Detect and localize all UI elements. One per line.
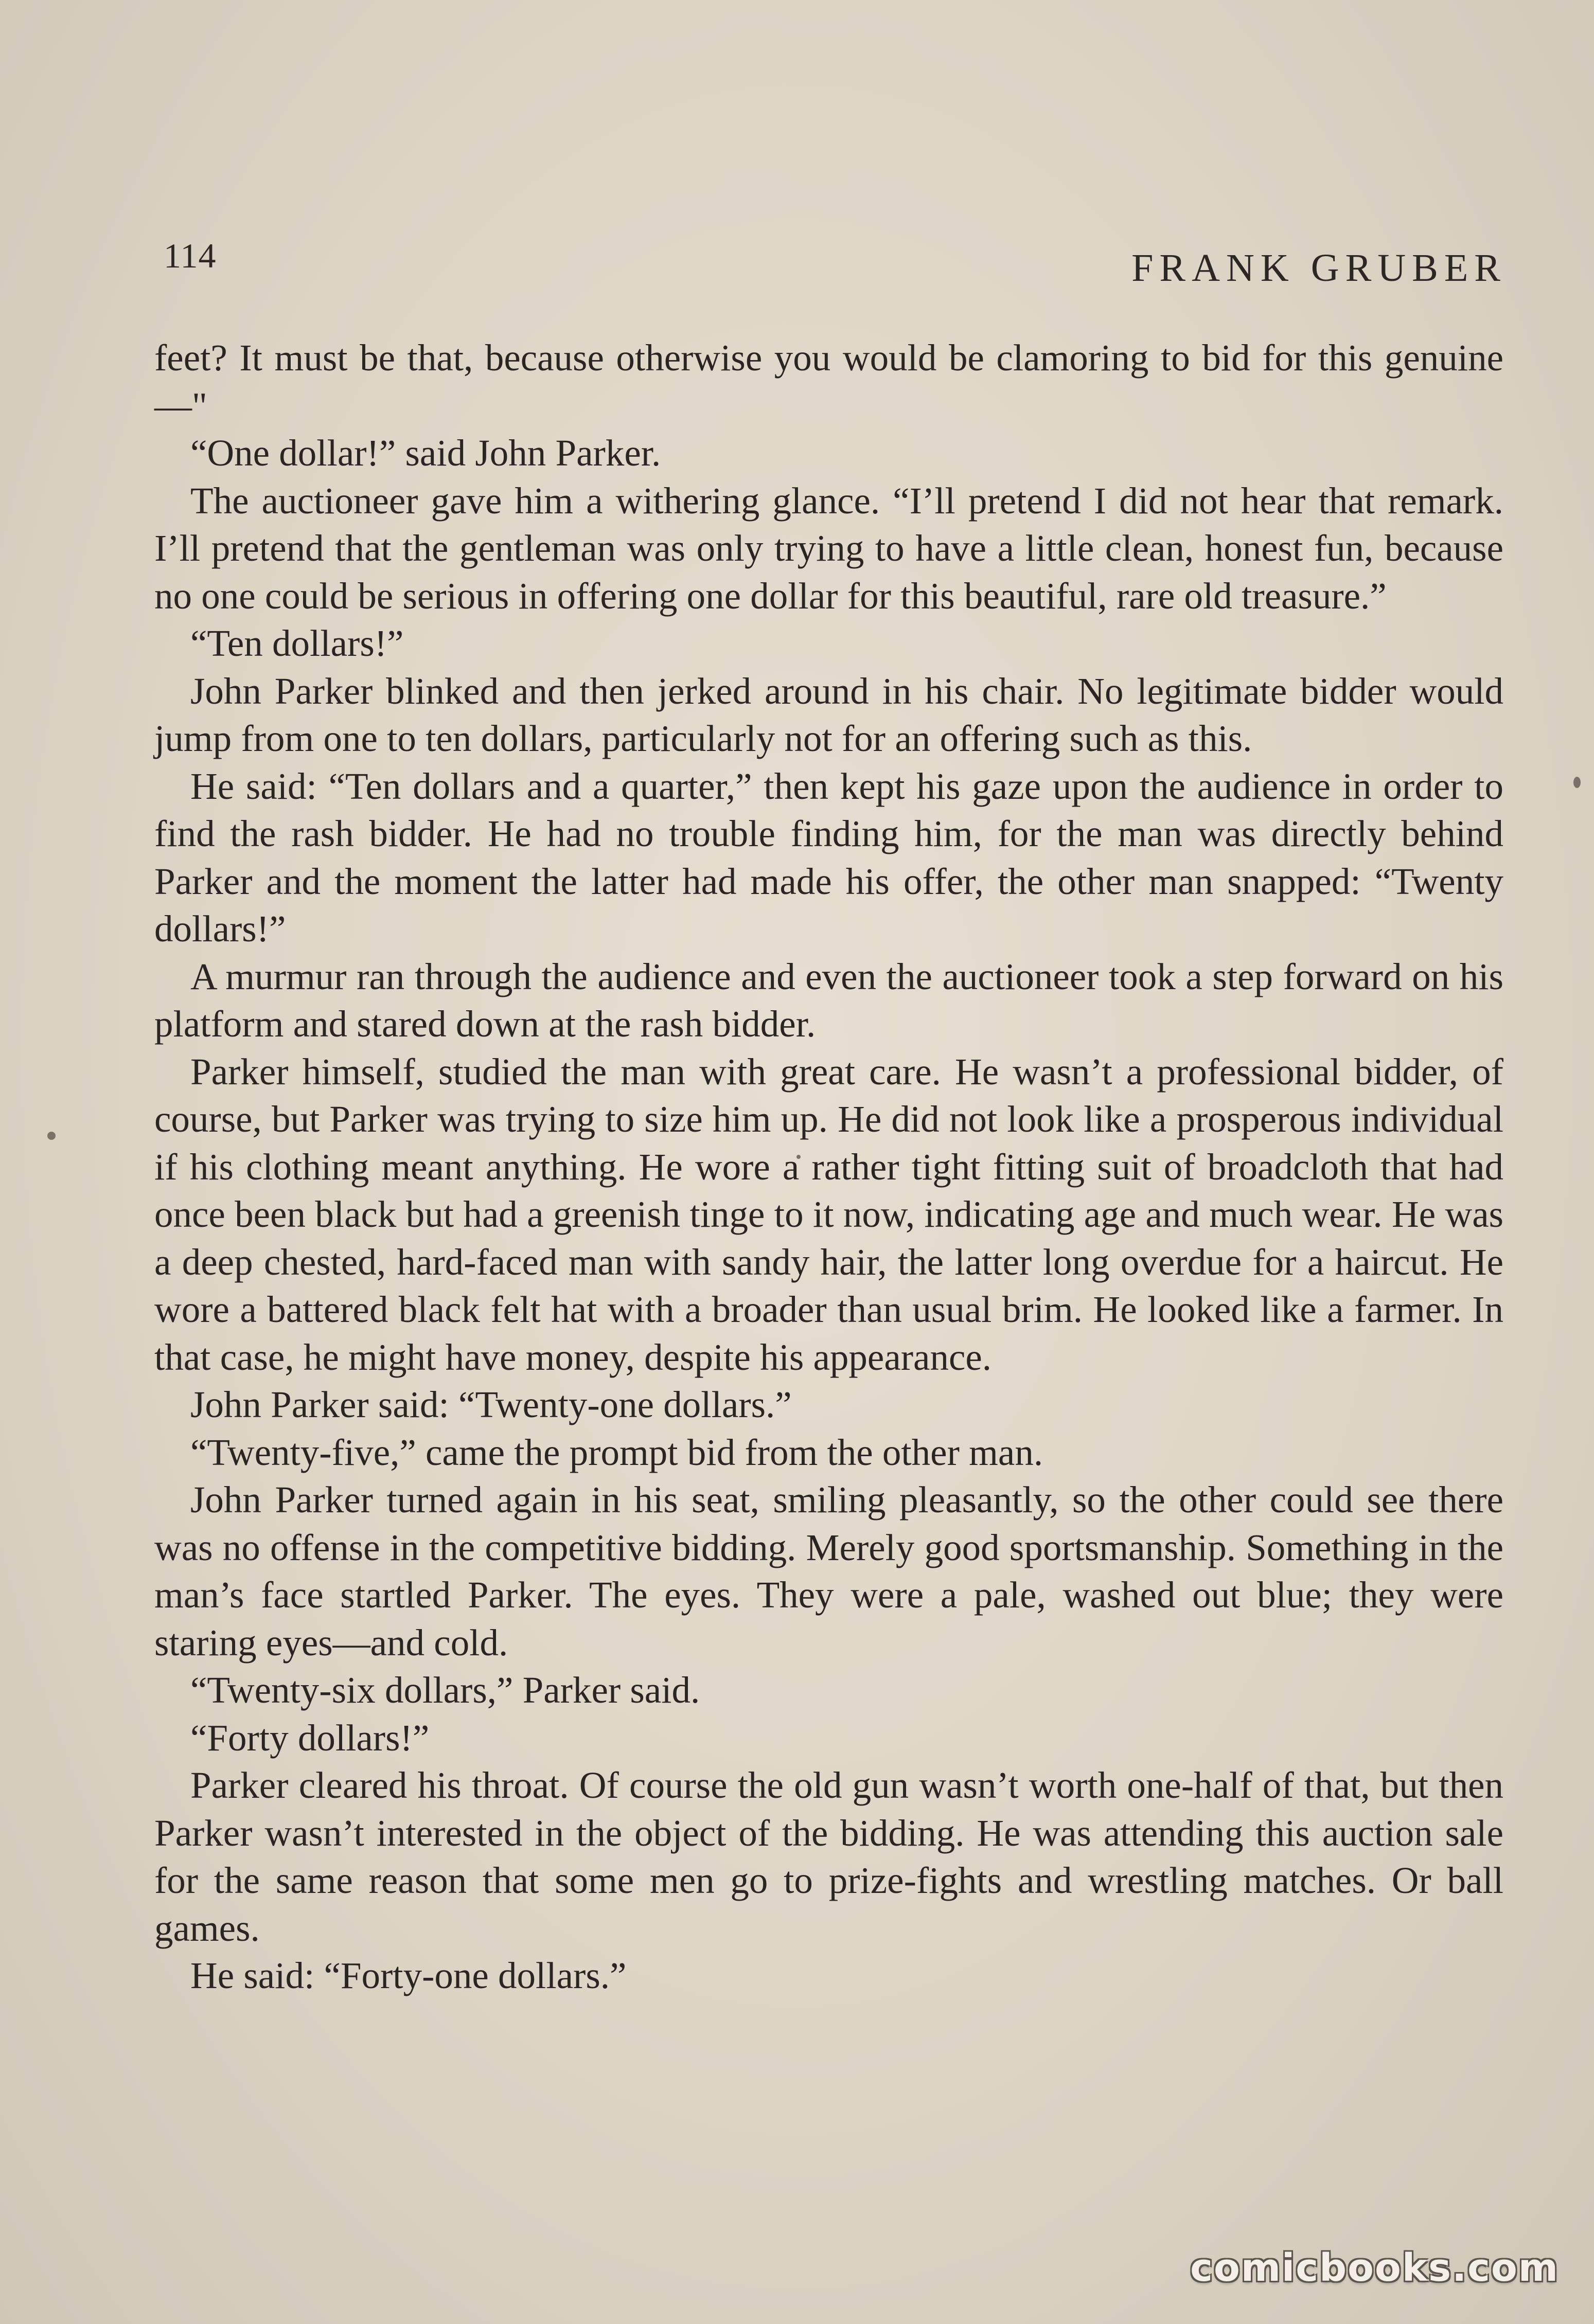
paragraph: John Parker said: “Twenty-one dollars.” — [190, 1384, 792, 1425]
paragraph: “One dollar!” said John Parker. — [190, 432, 661, 474]
paper-speck — [47, 1132, 56, 1140]
paragraph: “Twenty-six dollars,” Parker said. — [190, 1669, 700, 1711]
paragraph: “Ten dollars!” — [190, 622, 404, 664]
paper-speck — [1573, 777, 1581, 788]
running-head-author: FRANK GRUBER — [1131, 246, 1507, 290]
paragraph: “Twenty-five,” came the prompt bid from the other man. — [190, 1431, 1043, 1473]
paragraph: A murmur ran through the audience and even the auctioneer took a step forward on his platform and stared down at the rash bidder. — [154, 955, 1503, 1045]
watermark-logo: comicbooks.com — [1190, 2246, 1559, 2290]
paragraph: He said: “Forty-one dollars.” — [190, 1955, 627, 1996]
paragraph: “Forty dollars!” — [190, 1717, 430, 1759]
paragraph: He said: “Ten dollars and a quarter,” then kept his gaze upon the audience in order to find the rash bidder. He had no trouble finding him, for the man was directly behind Parker and the moment the latter had made his offer, the other man snapped: “Twenty dollars!” — [154, 765, 1503, 950]
paragraph: Parker himself, studied the man with great care. He wasn’t a professional bidder, of course, but Parker was trying to size him up. He did not look like a prosperous individual if his clothing meant anything. He wore a rather tight fitting suit of broadcloth that had once been black but had a greenish tinge to it now, indicating age and much wear. He was a deep chested, hard-faced man with sandy hair, the latter long overdue for a haircut. He wore a battered black felt hat with a broader than usual brim. He looked like a farmer. In that case, he might have money, despite his appearance. — [154, 1050, 1503, 1378]
paragraph: John Parker turned again in his seat, smiling pleasantly, so the other could see there was no offense in the competitive bidding. Merely good sportsmanship. Something in the man’s face startled Parker. The eyes. They were a pale, washed out blue; they were staring eyes—and cold. — [154, 1479, 1503, 1664]
paragraph: The auctioneer gave him a withering glance. “I’ll pretend I did not hear that remark. I’ll pretend that the gentleman was only trying to have a little clean, honest fun, because no one could be serious in offering one dollar for this beautiful, rare old treasure.” — [154, 479, 1503, 617]
paragraph: John Parker blinked and then jerked around in his chair. No legitimate bidder would jump from one to ten dollars, particularly not for an offering such as this. — [154, 670, 1503, 759]
body-text — [154, 334, 1503, 2000]
paragraph: feet? It must be that, because otherwise you would be clamoring to bid for this genuine—" — [154, 337, 1503, 426]
paragraph: Parker cleared his throat. Of course the old gun wasn’t worth one-half of that, but then Parker wasn’t interested in the object of the bidding. He was attending this auction sale for the same reason that some men go to prize-fights and wrestling matches. Or ball games. — [154, 1764, 1503, 1949]
page-number: 114 — [164, 236, 217, 275]
